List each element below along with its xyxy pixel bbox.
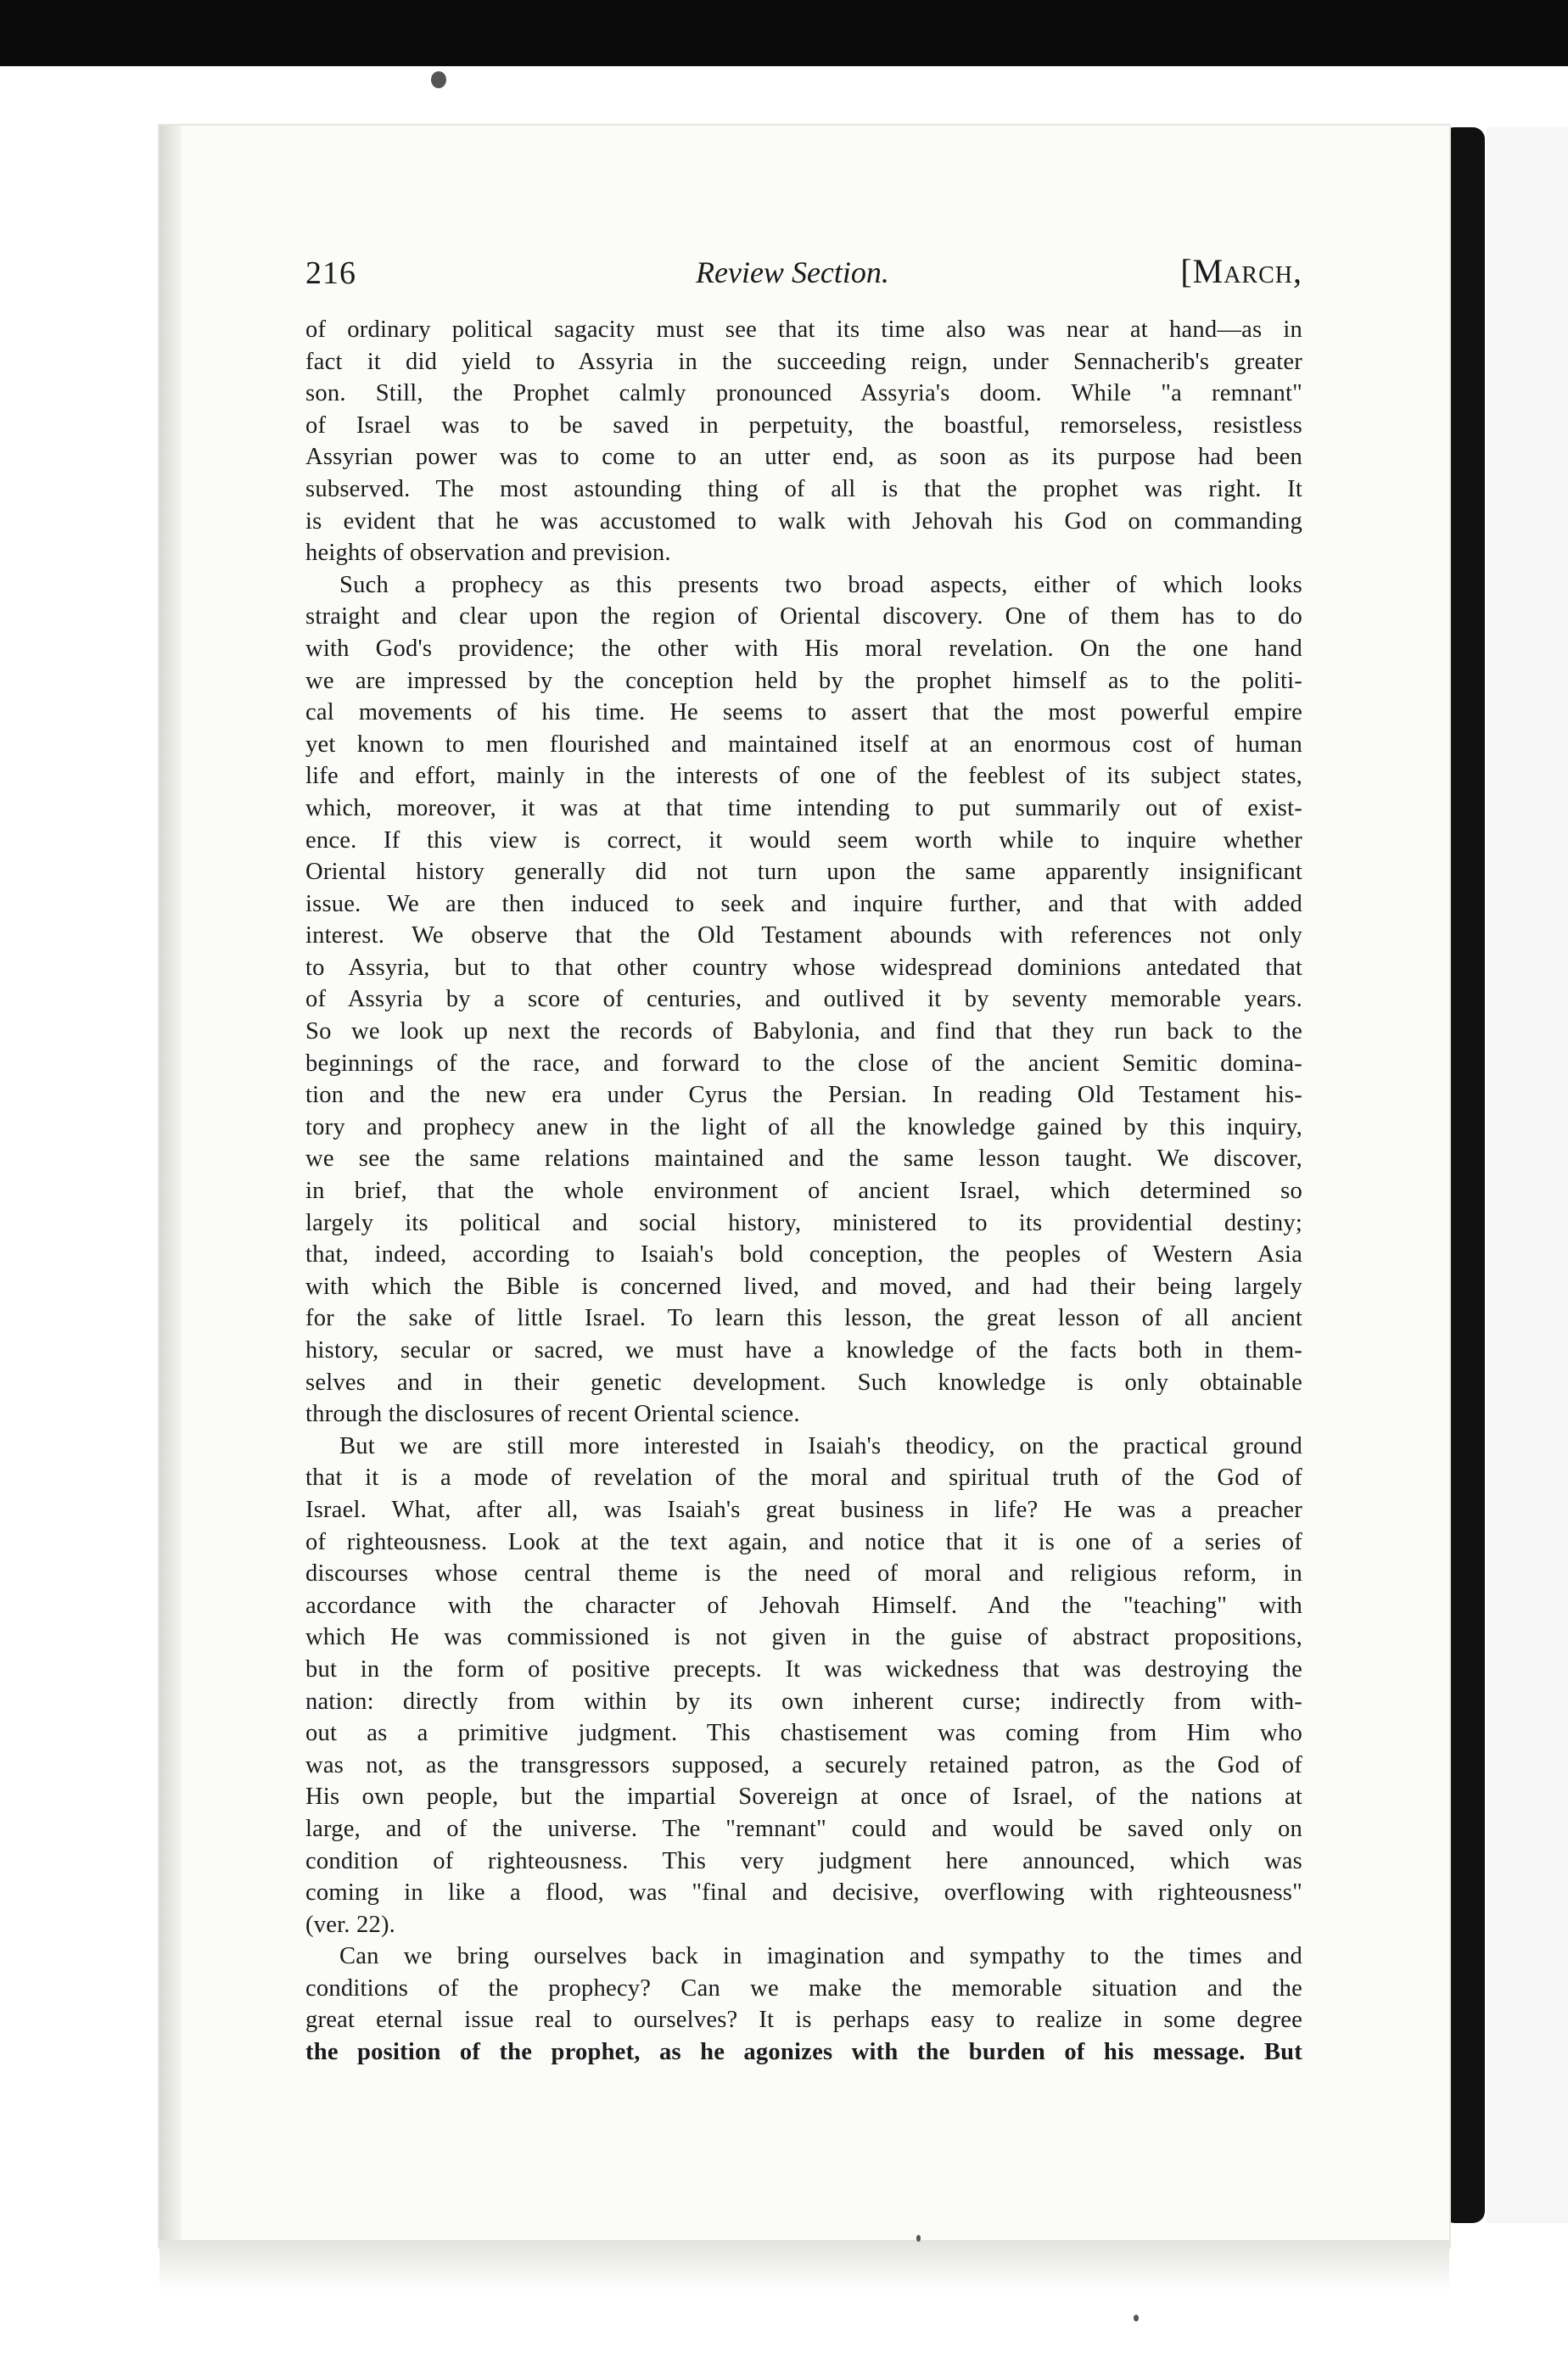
text-line: His own people, but the impartial Sovereign at once of Israel, of the nations at (305, 1784, 1302, 1811)
text-line: of Assyria by a score of centuries, and outlived it by seventy memorable years. (305, 986, 1302, 1013)
text-line: to Assyria, but to that other country whose widespread dominions antedated that (305, 954, 1302, 981)
text-line: straight and clear upon the region of Oriental discovery. One of them has to do (305, 603, 1302, 630)
scan-top-border (0, 0, 1568, 66)
text-line: which He was commissioned is not given in the guise of abstract propositions, (305, 1624, 1302, 1651)
running-date: [March, (1180, 252, 1302, 290)
text-line: selves and in their genetic development. Such knowledge is only obtainable (305, 1369, 1302, 1396)
text-line: with God's providence; the other with His moral revelation. On the one hand (305, 635, 1302, 662)
page-number: 216 (305, 255, 356, 291)
text-line: life and effort, mainly in the interests of one of the feeblest of its subject states, (305, 763, 1302, 790)
text-line: Such a prophecy as this presents two broad aspects, either of which looks (339, 571, 1302, 598)
running-header (305, 252, 1302, 297)
text-line: but in the form of positive precepts. It was wickedness that was destroying the (305, 1655, 1302, 1683)
text-line: fact it did yield to Assyria in the succeeding reign, under Sennacherib's greater (305, 348, 1302, 375)
text-line: great eternal issue real to ourselves? It is perhaps easy to realize in some degree (305, 2007, 1302, 2034)
dust-speck (1134, 2315, 1139, 2321)
text-line: tory and prophecy anew in the light of all the knowledge gained by this inquiry, (305, 1113, 1302, 1140)
text-line: subserved. The most astounding thing of all is that the prophet was right. It (305, 475, 1302, 502)
text-line: that, indeed, according to Isaiah's bold conception, the peoples of Western Asia (305, 1241, 1302, 1269)
text-line: beginnings of the race, and forward to the close of the ancient Semitic domina- (305, 1050, 1302, 1077)
text-line: we are impressed by the conception held by the prophet himself as to the politi- (305, 667, 1302, 694)
text-line: of Israel was to be saved in perpetuity, the boastful, remorseless, resistless (305, 412, 1302, 439)
text-line: So we look up next the records of Babylonia, and find that they run back to the (305, 1018, 1302, 1045)
text-line: discourses whose central theme is the need of moral and religious reform, in (305, 1560, 1302, 1588)
text-line: out as a primitive judgment. This chastisement was coming from Him who (305, 1720, 1302, 1747)
running-title: Review Section. (696, 255, 889, 289)
text-line: large, and of the universe. The "remnant" could and would be saved only on (305, 1815, 1302, 1842)
dust-speck (916, 2235, 921, 2242)
body-text (305, 314, 1302, 2069)
text-line: heights of observation and prevision. (305, 540, 671, 567)
text-line: history, secular or sacred, we must have a knowledge of the facts both in them- (305, 1337, 1302, 1364)
text-line: Israel. What, after all, was Isaiah's great business in life? He was a preacher (305, 1496, 1302, 1523)
text-line: But we are still more interested in Isaiah's theodicy, on the practical ground (339, 1432, 1302, 1459)
text-line: of ordinary political sagacity must see that its time also was near at hand—as in (305, 316, 1302, 343)
text-line: for the sake of little Israel. To learn this lesson, the great lesson of all ancient (305, 1305, 1302, 1332)
scan-right-margin (1487, 127, 1568, 2223)
text-line: largely its political and social history, ministered to its providential destiny; (305, 1209, 1302, 1236)
text-line: condition of righteousness. This very judgment here announced, which was (305, 1847, 1302, 1874)
dust-speck (431, 71, 446, 88)
page-bottom-edge (160, 2240, 1449, 2291)
text-line: yet known to men flourished and maintained itself at an enormous cost of human (305, 731, 1302, 758)
text-line: Can we bring ourselves back in imagination and sympathy to the times and (339, 1943, 1302, 1970)
text-line: that it is a mode of revelation of the moral and spiritual truth of the God of (305, 1465, 1302, 1492)
text-line: which, moreover, it was at that time intending to put summarily out of exist- (305, 794, 1302, 821)
text-line: conditions of the prophecy? Can we make the memorable situation and the (305, 1974, 1302, 2002)
text-line: Assyrian power was to come to an utter end, as soon as its purpose had been (305, 444, 1302, 471)
text-line: in brief, that the whole environment of ancient Israel, which determined so (305, 1178, 1302, 1205)
text-line: tion and the new era under Cyrus the Persian. In reading Old Testament his- (305, 1082, 1302, 1109)
text-line: ence. If this view is correct, it would seem worth while to inquire whether (305, 826, 1302, 854)
text-line: was not, as the transgressors supposed, a securely retained patron, as the God of (305, 1751, 1302, 1778)
text-line: issue. We are then induced to seek and inquire further, and that with added (305, 890, 1302, 917)
text-line: is evident that he was accustomed to walk with Jehovah his God on commanding (305, 507, 1302, 535)
text-line: cal movements of his time. He seems to assert that the most powerful empire (305, 699, 1302, 726)
text-line: (ver. 22). (305, 1911, 396, 1938)
text-line: Oriental history generally did not turn upon the same apparently insignificant (305, 859, 1302, 886)
text-line: of righteousness. Look at the text again, and notice that it is one of a series of (305, 1528, 1302, 1555)
text-line: through the disclosures of recent Oriental science. (305, 1401, 800, 1428)
text-line: son. Still, the Prophet calmly pronounced Assyria's doom. While "a remnant" (305, 380, 1302, 407)
text-line: interest. We observe that the Old Testament abounds with references not only (305, 922, 1302, 949)
text-line: coming in like a flood, was "final and decisive, overflowing with righteousness" (305, 1879, 1302, 1907)
text-line: the position of the prophet, as he agonizes with the burden of his message. But (305, 2039, 1302, 2066)
text-line: we see the same relations maintained and the same lesson taught. We discover, (305, 1145, 1302, 1173)
text-line: with which the Bible is concerned lived, and moved, and had their being largely (305, 1273, 1302, 1300)
page-left-edge (160, 126, 182, 2247)
text-line: accordance with the character of Jehovah Himself. And the "teaching" with (305, 1592, 1302, 1619)
text-line: nation: directly from within by its own inherent curse; indirectly from with- (305, 1688, 1302, 1715)
